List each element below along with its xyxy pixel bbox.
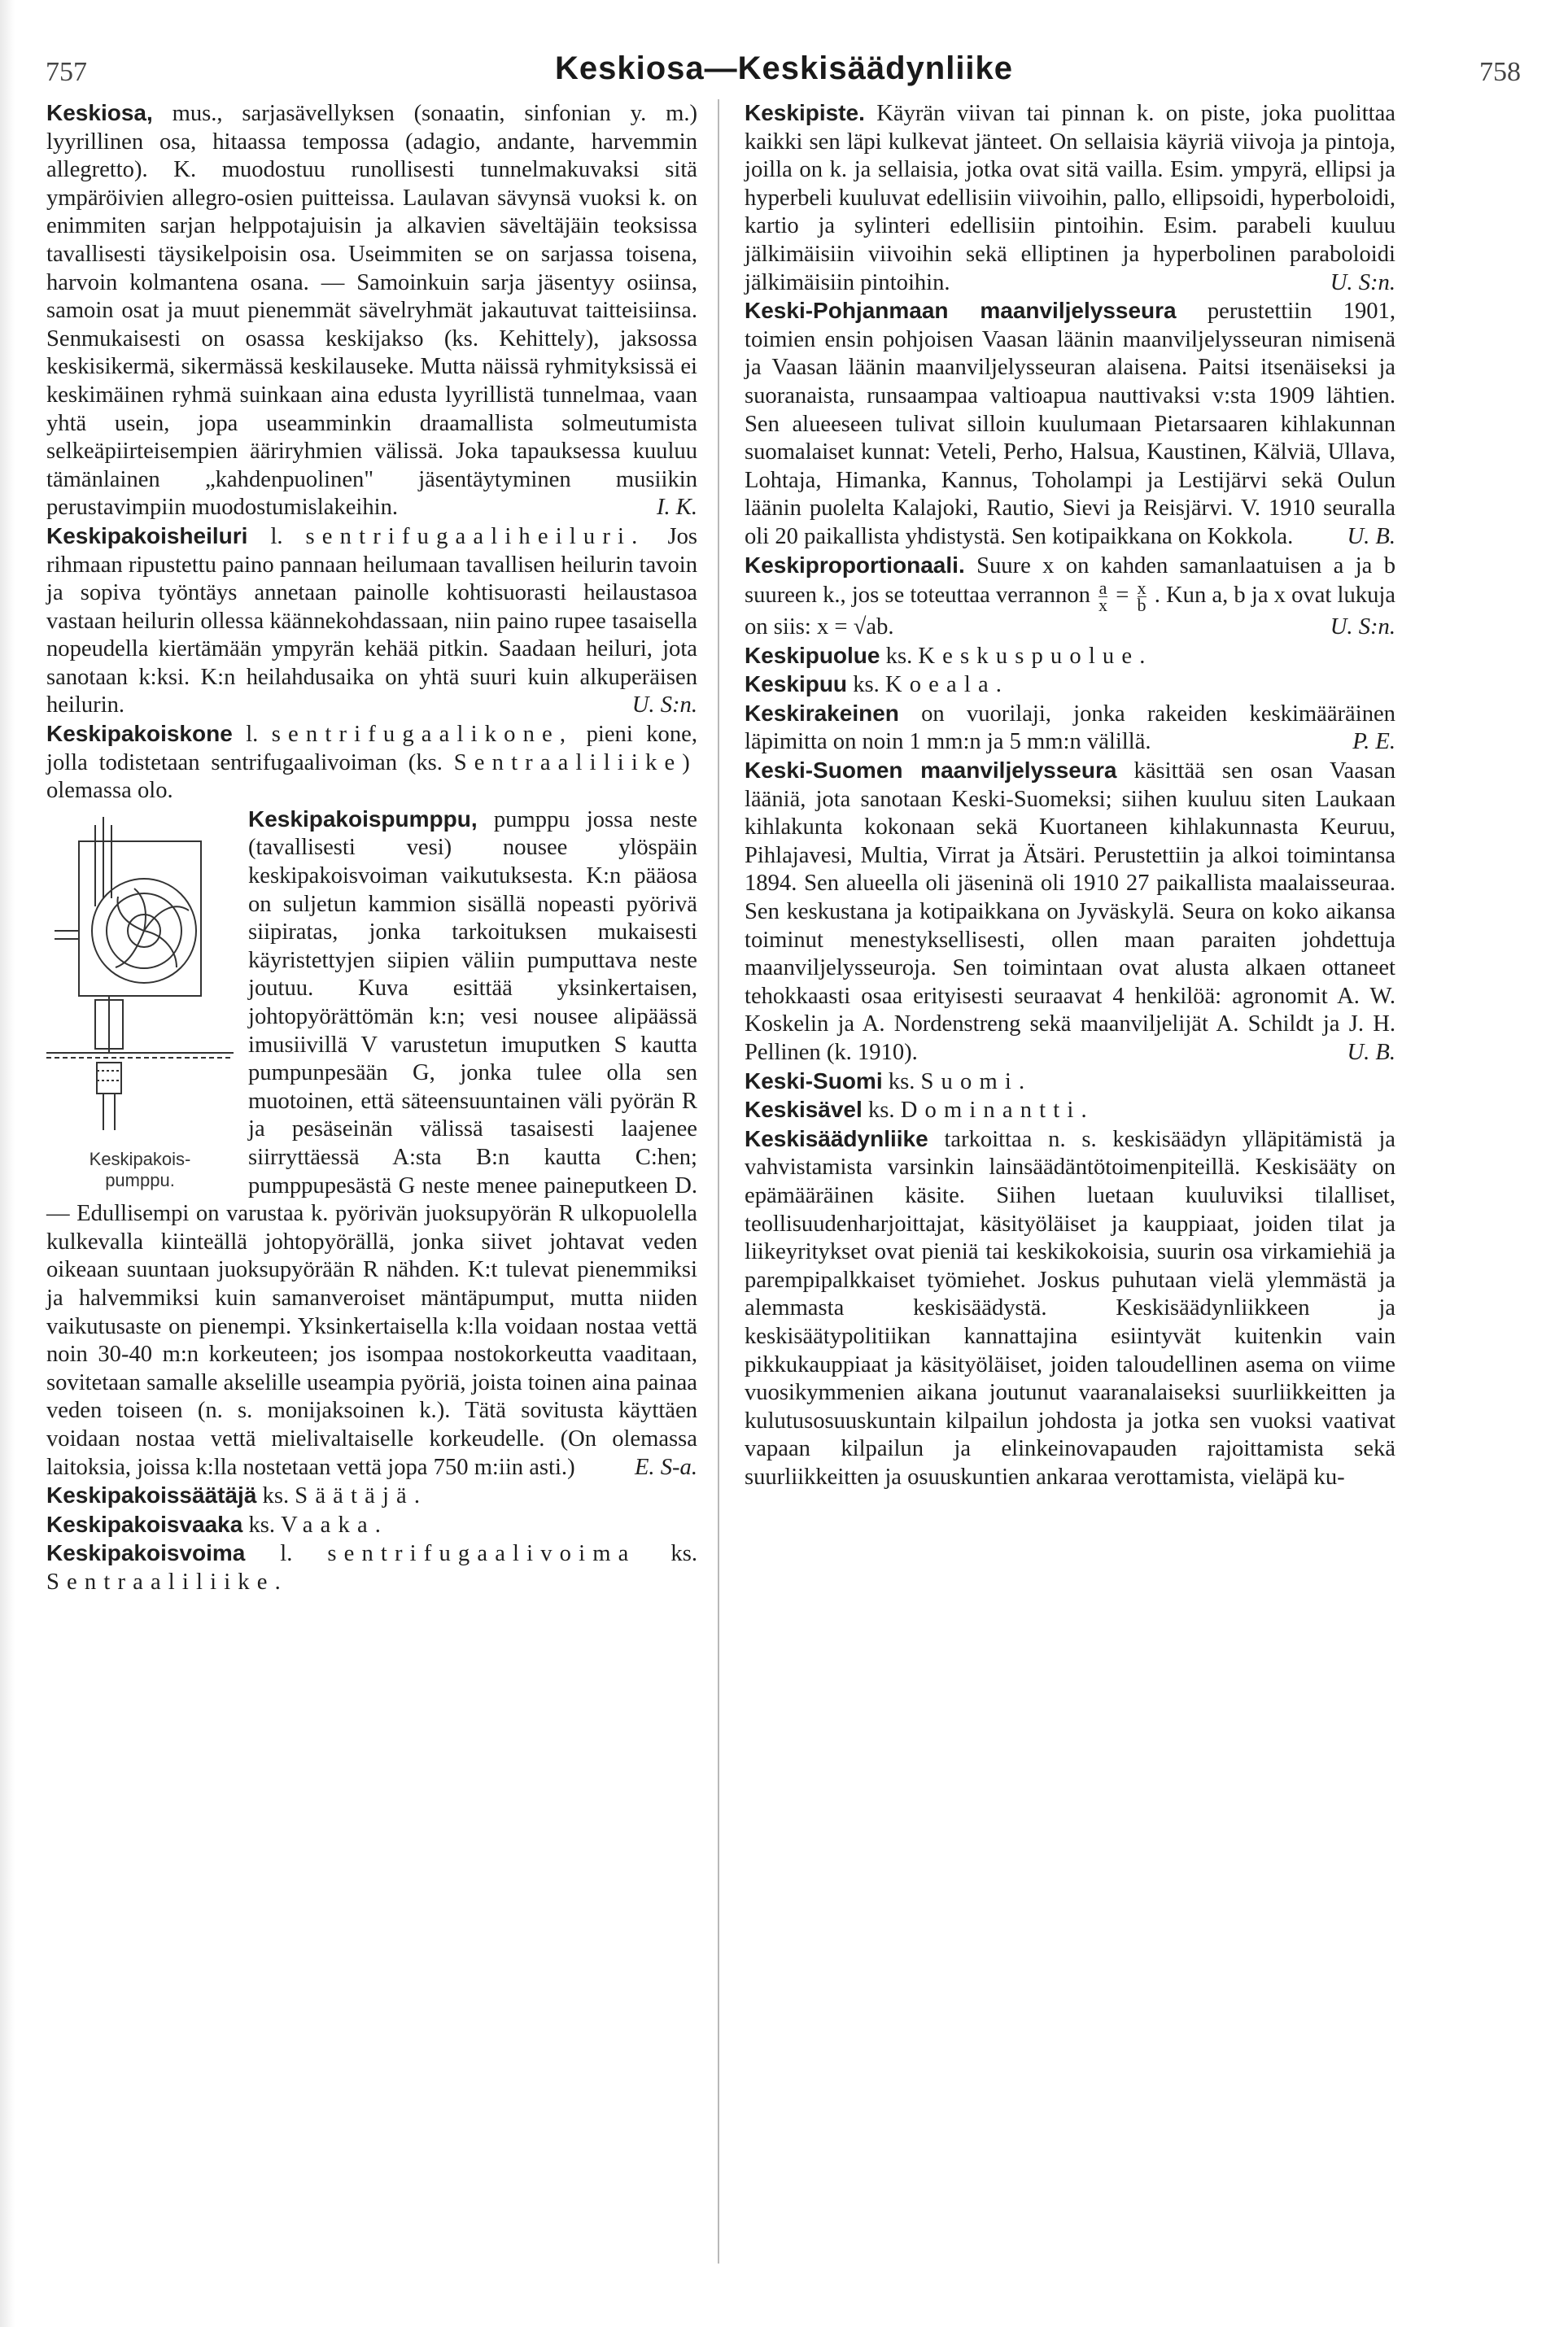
entry-keskipakoisheiluri [46,522,697,720]
author-signature: U. S:n. [1330,614,1395,640]
author-signature: U. B. [1347,523,1395,549]
entry-text: mus., sarjasävellyksen (sonaatin, sinfonian y. m.) lyyrillinen osa, hitaassa tempossa (adagio, andante, harvemmin allegretto). K. muodostuu runollisesti tunnelmakuvaksi sitä ympäröivien allegro-osien puitteissa. Laulavan sävynsä vuoksi k. on enimmiten sarjan helppotajuisin ja alkavien säveltäjäin teoksissa tavallisesti täysikelpoisin osa. Useimmiten se on sarjassa toisena, harvoin kolmantena osana. — Samoinkuin sarja jäsentyy osiinsa, samoin osat ja muut pienemmät sävelryhmät jakautuvat taitteisiinsa. Senmukaisesti on osassa keskijakso (ks. Kehittely), jaksossa keskisikermä, sikermässä keskilauseke. Mutta näissä ryhmityksissä ei keskimäinen ryhmä suinkaan aina edusta lyyrillistä tunnelmaa, vaan yhtä usein, jopa useamminkin draamallista solmeutumista selkeäpiirteisempien ääriryhmien välissä. Joka tapauksessa kuuluu tämänlainen „kahdenpuolinen" jäsentäytyminen musiikin perustavimpiin muodostumislakeihin. [46,101,697,521]
author-signature: E. S-a. [634,1454,697,1480]
headword: Keskipakoispumppu, [248,806,478,832]
spaced-term-2: Sentraaliliike) [453,749,697,775]
page-binding-shadow [0,0,15,2327]
entry-text-pre: l. [270,523,283,549]
entry-keskiproportionaali [745,552,1395,642]
author-signature: U. S:n. [1330,269,1395,295]
column-divider [718,99,719,2264]
left-column [46,99,697,1596]
entry-text-pre: ks. [888,1068,915,1094]
right-column [745,99,1395,1492]
entry-text: ks. [670,1541,697,1567]
headword: Keski-Pohjanmaan maanviljelysseura [745,298,1177,324]
headword: Keskisäädynliike [745,1125,928,1151]
pump-figure [46,809,234,1191]
formula-fraction-2 [1137,578,1147,616]
author-signature: P. E. [1352,729,1395,755]
spaced-term: sentrifugaaliheiluri. [305,523,645,549]
entry-keskipakoissaataja [46,1482,697,1511]
entry-keskipakoisvaaka [46,1511,697,1540]
entry-keskirakeinen [745,700,1395,757]
entry-keskipuolue [745,642,1395,671]
headword: Keskisävel [745,1097,863,1123]
running-title: Keskiosa—Keskisäädynliike [554,50,1014,86]
headword: Keski-Suomen maanviljelysseura [745,757,1117,784]
headword: Keskipakoisvoima [46,1540,246,1566]
entry-keski-suomi [745,1067,1395,1097]
spaced-term: Dominantti. [900,1098,1094,1124]
spaced-term-2: Sentraaliliike. [46,1569,288,1595]
headword: Keskiproportionaali. [745,552,965,578]
headword: Keskipuolue [745,642,880,668]
headword: Keskipakoiskone [46,721,233,747]
spaced-term: Säätäjä. [295,1483,428,1509]
headword: Keskipiste. [745,100,865,125]
denominator: x [1098,595,1108,616]
entry-keski-pohjanmaan-maanviljelysseura [745,297,1395,551]
entry-text: pumppu jossa neste (tavallisesti vesi) nousee ylöspäin keskipakoisvoiman vaikutuksesta. K:n pääosa on suljetun kammion sisällä nopeasti pyörivä siipiratas, jonka tarkoituksen mukaisesti käyristettyjen siipien väliin pumputtava neste joutuu. Kuva esittää yksinkertaisen, johtopyörättömän k:n; vesi nousee alipäässä imusiivillä V varustetun imuputken S kautta pumpunpesään G, jonka tulee olla sen muotoinen, että säteensuuntainen väli pyörän R ja pesäseinän välissä tasaisesti laajenee siirryttäessä A:sta B:n kautta C:hen; pumppupesästä G neste menee paineputkeen D. — Edullisempi on varustaa k. pyörivän juoksupyörän R ulkopuolella kulkevalla kiinteällä johtopyörällä, jonka siivet johtavat veden oikeaan suuntaan juoksupyörään R nähden. K:t tulevat pienemmiksi ja halvemmiksi kuin samanveroiset mäntäpumput, mutta niiden vaikutusaste on pienempi. Yksinkertaisella k:lla voidaan nostaa vettä noin 30-40 m:n korkeuteen; jos isompaa nostokorkeutta vaaditaan, sovitetaan samalle akselille useampia pyöriä, joista toinen aina painaa veden toiseen (n. s. monijaksoinen k.). Tätä sovitusta käyttäen voidaan nostaa vettä mielivaltaiselle korkeudelle. (On olemassa laitoksia, joissa k:lla nostetaan vettä jopa 750 m:iin asti.) [46,806,697,1480]
entry-text: Käyrän viivan tai pinnan k. on piste, joka puolittaa kaikki sen läpi kulkevat jänteet. On sellaisia käyriä viivoja ja pintoja, joilla on k. ja sellaisia, jotka ovat sitä vailla. Esim. ympyrä, ellipsi ja hyperbeli kuuluvat edellisiin viivoihin, pallo, ellipsoidi, hyperboloidi, kartio ja sylinteri edellisiin pintoihin. Esim. parabeli kuuluu jälkimäisiin viivoihin sekä elliptinen ja hyperbolinen paraboloidi jälkimäisiin pintoihin. [745,101,1395,295]
entry-text-pre: ks. [867,1098,895,1124]
formula-fraction-1 [1098,578,1108,616]
entry-text: Suure x on kahden samanlaatuisen a ja b suureen k., jos se toteuttaa verrannon [745,552,1395,609]
entry-text: Jos rihmaan ripustettu paino pannaan heilumaan tavallisen heilurin tavoin ja sopiva työntäys annetaan painolle kohtisuorasti heilaustasoa vastaan heilurin ollessa käännekohdassaan, niin paino rupee tasaisella nopeudella kiertämään ympyrän kehää pitkin. Saadaan heiluri, jota sanotaan k:ksi. K:n heilahdusaika on yhtä suuri kuin alkuperäisen heilurin. [46,523,697,718]
entry-keskiosa [46,99,697,522]
spaced-term: Keskuspuolue. [918,643,1153,669]
figure-caption: Keskipakois- pumppu. [89,1148,191,1190]
author-signature: U. B. [1347,1040,1395,1065]
centrifugal-pump-illustration [46,809,234,1142]
author-signature: U. S:n. [631,692,697,718]
headword: Keskipakoisheiluri [46,522,248,548]
entry-text-2: olemassa olo. [46,778,173,804]
entry-text: perustettiin 1901, toimien ensin pohjoisen Vaasan läänin maanviljelysseuran nimisenä ja Vaasan läänin maanviljelysseuran alaisena. Paitsi itsenäiseksi ja suoranaista, runsaampaa valtioapua nauttivaksi v:sta 1909 lähtien. Sen alueeseen tulivat silloin kuulumaan Pietarsaaren kihlakunnan suomalaiset kunnat: Veteli, Perho, Halsua, Kaustinen, Kälviä, Ullava, Lohtaja, Himanka, Kannus, Toholampi ja Lestijärvi sekä Oulun läänin puolelta Kalajoki, Rautio, Sievi ja Reisjärvi. V. 1910 seuralla oli 20 paikallista yhdistystä. Sen kotipaikkana on Kokkola. [745,299,1395,549]
entry-keskisavel [745,1096,1395,1125]
entry-text-2: . Kun a, b ja x ovat lukuja on siis: x = √ab. [745,583,1395,640]
numerator: x [1137,578,1147,599]
page-header [0,50,1568,96]
entry-text-pre: ks. [262,1483,290,1509]
entry-text-pre: ks. [248,1512,276,1538]
right-page-number: 758 [1479,57,1521,87]
spaced-term: Vaaka. [281,1512,389,1538]
entry-keskipuu [745,670,1395,700]
headword: Keskirakeinen [745,700,899,726]
headword: Keskiosa, [46,100,153,125]
entry-text: käsittää sen osan Vaasan lääniä, jota sanotaan Keski-Suomeksi; siihen kuuluu siten Laukaan kihlakunta kokonaan sekä Kuortaneen kihlakunnasta Keuruu, Pihlajavesi, Multia, Virrat ja Ätsäri. Perustettiin ja alkoi toimintansa 1894. Sen alueella oli jäseninä oli 1910 27 paikallista maalaisseuraa. Sen keskustana ja kotipaikkana on Jyväskylä. Seura on koko aikansa toiminut menestyksellisesti, ollen maan paraiten johdettuja maanviljelysseuroja. Sen toimintaan ovat alusta alkaen ottaneet tehokkaasti osaa erityisesti seuraavat 4 henkilöä: agronomit A. W. Koskelin ja A. Nordenstreng sekä maanviljelijät A. Schildt ja J. H. Pellinen (k. 1910). [745,758,1395,1065]
entry-keskipakoiskone [46,720,697,806]
headword: Keskipuu [745,671,848,697]
headword: Keskipakoisvaaka [46,1511,243,1537]
headword: Keskipakoissäätäjä [46,1482,257,1508]
entry-text: pieni kone, jolla todistetaan sentrifugaalivoiman (ks. [46,722,697,775]
entry-text-pre: ks. [885,643,913,669]
numerator: a [1098,578,1107,599]
spaced-term: Koeala. [884,672,1010,698]
spaced-term: sentrifugaalivoima [327,1541,636,1567]
denominator: b [1137,595,1147,616]
entry-keski-suomen-maanviljelysseura [745,757,1395,1067]
entry-keskipakoispumppu [46,806,697,1482]
headword: Keski-Suomi [745,1067,883,1094]
entry-keskipiste [745,99,1395,297]
entry-text-pre: l. [280,1541,293,1567]
entry-keskisaadynliike [745,1125,1395,1492]
entry-text: on vuorilaji, jonka rakeiden keskimääräinen läpimitta on noin 1 mm:n ja 5 mm:n välillä. [745,701,1395,755]
entry-text-pre: l. [246,722,259,748]
equals-sign: = [1116,583,1129,609]
left-page-number: 757 [46,57,87,87]
spaced-term: sentrifugaalikone, [271,722,574,748]
entry-text: tarkoittaa n. s. keskisäädyn ylläpitämistä ja vahvistamista varsinkin lainsäädäntötoimenpiteillä. Keskisääty on epämääräinen käsite. Siihen luetaan kuuluviksi tilalliset, teollisuudenharjoittajat, käsityöläiset ja kauppiaat, joiden tilat ja liikeyritykset ovat pieniä tai keskikokoisia, suurin osa virkamiehiä ja parempipalkkaiset työmiehet. Joskus puhutaan vielä ylemmästä ja alemmasta keskisäädystä. Keskisäädynliikkeen ja keskisäätypolitiikan kannattajina esiintyvät kuitenkin vain pikkukauppiaat ja käsityöläiset, joiden taloudellinen asema on viime vuosikymmenien aikana joutunut vaaranalaiseksi suurliikkeitten ja kulutusosuuskuntain kilpailun johdosta ja jotka sen vuoksi vaativat vapaan kilpailun ja elinkeinovapauden rajoittamista sekä suurliikkeitten ja osuuskuntien ankaraa verottamista, vieläpä ku- [745,1126,1395,1490]
entry-keskipakoisvoima [46,1539,697,1596]
author-signature: I. K. [656,495,697,521]
spaced-term: Suomi. [920,1068,1033,1094]
entry-text-pre: ks. [853,672,880,698]
